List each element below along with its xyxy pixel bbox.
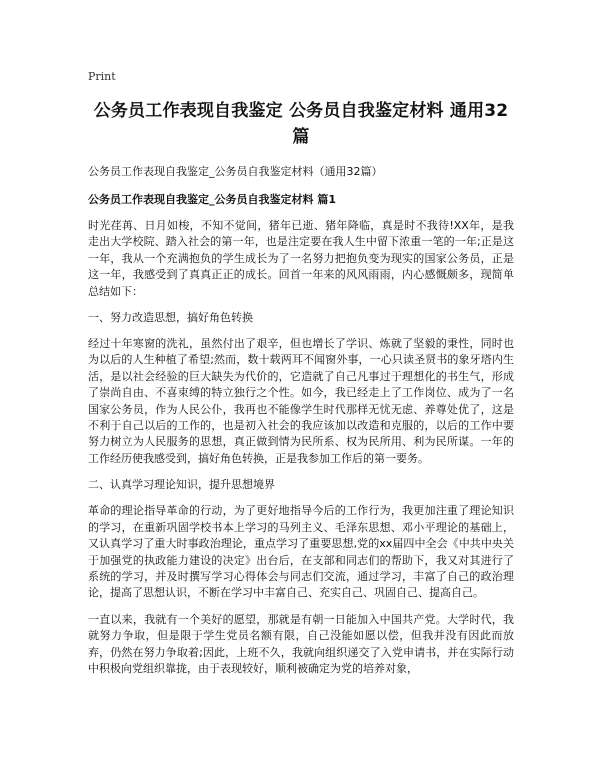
heading-1: 一、努力改造思想，搞好角色转换 — [88, 311, 253, 325]
heading-2: 二、认真学习理论知识，提升思想境界 — [88, 478, 275, 492]
intro-paragraph: 时光荏苒、日月如梭，不知不觉间，猪年已逝、猪年降临，真是时不我待!XX年，是我走出大学校院、踏入社会的第一年，也是注定要在我人生中留下浓重一笔的一年;正是这一年，我从一个充满抱负的学生成长为了一名努力把抱负变为现实的国家公务员，正是这一年，我感受到了真真正正的成长。回首一年来的风风雨雨，内心感慨颇多，现简单总结如下： — [88, 219, 515, 298]
document-page — [88, 70, 514, 687]
document-title: 公务员工作表现自我鉴定 公务员自我鉴定材料 通用32篇 — [93, 101, 509, 147]
body-paragraph-1: 经过十年寒窗的洗礼，虽然付出了艰辛，但也增长了学识、炼就了坚毅的秉性，同时也为以后的人生种植了希望;然而，数十载两耳不闻窗外事，一心只读圣贤书的象牙塔内生活，是以社会经验的巨大缺失为代价的，它造就了自己凡事过于理想化的书生气，形成了崇尚自由、不喜束缚的特立独行之个性。如今，我已经走上了工作岗位、成为了一名国家公务员，作为人民公仆，我再也不能像学生时代那样无忧无虑、养尊处优了，这是不利于自己以后的工作的，也是初入社会的我应该加以改造和克服的，以后的工作中要努力树立为人民服务的思想，真正做到情为民所系、权为民所用、利为民所谋。一年的工作经历使我感受到，搞好角色转换，正是我参加工作后的第一要务。 — [88, 337, 515, 465]
body-paragraph-3: 一直以来，我就有一个美好的愿望，那就是有朝一日能加入中国共产党。大学时代，我就努力争取，但是限于学生党员名额有限，自己没能如愿以偿，但我并没有因此而放弃，仍然在努力争取着;因此，上班不久，我就向组织递交了入党申请书，并在实际行动中积极向党组织靠拢，由于表现较好，顺利被确定为党的培养对象， — [88, 612, 514, 675]
document-subtitle: 公务员工作表现自我鉴定_公务员自我鉴定材料（通用32篇） — [88, 165, 383, 178]
body-paragraph-2: 革命的理论指导革命的行动，为了更好地指导今后的工作行为，我更加注重了理论知识的学习，在重新巩固学校书本上学习的马列主义、毛泽东思想、邓小平理论的基础上，又认真学习了重大时事政治理论，重点学习了重要思想,党的xx届四中全会《中共中央关于加强党的执政能力建设的决定》出台后，在支部和同志们的帮助下，我又对其进行了系统的学习，并及时撰写学习心得体会与同志们交流，通过学习，丰富了自己的政治理论，提高了思想认识，不断在学习中丰富自己、充实自己、巩固自己、提高自己。 — [88, 504, 514, 600]
section-heading: 公务员工作表现自我鉴定_公务员自我鉴定材料 篇1 — [88, 193, 336, 206]
print-link[interactable]: Print — [88, 70, 116, 83]
